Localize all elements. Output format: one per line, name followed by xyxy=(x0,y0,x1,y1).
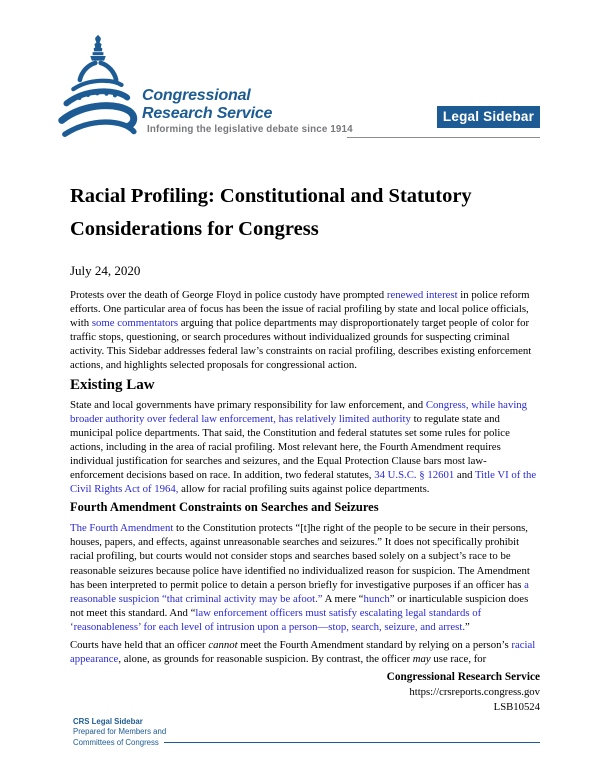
footer-org-name: Congressional Research Service xyxy=(386,671,540,684)
text-run: meet the Fourth Amendment standard by relying on a person’s xyxy=(237,638,512,651)
text-run: State and local governments have primary responsibility for law enforcement, and xyxy=(70,398,426,411)
text-run: ” xyxy=(465,620,470,633)
legal-sidebar-badge: Legal Sidebar xyxy=(437,106,540,128)
footer-prepared-line: Prepared for Members and xyxy=(73,726,167,736)
text-run: and xyxy=(454,469,475,482)
page-footer-right xyxy=(70,670,540,714)
capitol-dome-icon xyxy=(58,34,138,142)
paragraph xyxy=(70,398,540,497)
section-heading: Existing Law xyxy=(70,376,155,393)
subsection-heading: Fourth Amendment Constraints on Searches and Seizures xyxy=(70,500,379,515)
inline-link[interactable]: renewed interest xyxy=(386,289,458,301)
crs-footer xyxy=(73,717,540,748)
text-run: allow for racial profiling suits against police departments. xyxy=(178,483,430,496)
document-title-line1: Racial Profiling: Constitutional and Statutory xyxy=(70,185,472,207)
document-date: July 24, 2020 xyxy=(70,263,141,278)
inline-link[interactable]: The Fourth Amendment xyxy=(70,522,174,535)
footer-rule xyxy=(164,742,540,743)
logo-org-line1: Congressional xyxy=(142,87,251,104)
paragraph xyxy=(70,288,540,373)
text-run: ” or inarticulable suspicion does not meet this standard. And “ xyxy=(70,592,529,619)
text-run: to regulate state and municipal police departments. That said, the Constitution and federal statutes set some rules for police actions, including in the area of racial profiling. Most relevant here, the Fourth Amendment requires individual justification for searches and seizures, and the Equal Protection Clause bars most law-enforcement decisions based on race. In addition, two federal statutes, xyxy=(70,412,510,482)
paragraph xyxy=(70,638,540,666)
emphasis-text: may xyxy=(412,653,431,666)
crs-logo-wordmark xyxy=(142,87,272,122)
inline-link[interactable]: a reasonable suspicion “that criminal activity may be afoot.” xyxy=(70,578,529,605)
text-run: in police reform efforts. One particular area of focus has been the issue of racial profiling by state and local police officials, with xyxy=(70,289,530,330)
document-body xyxy=(70,288,540,666)
document-title xyxy=(70,180,540,246)
footer-product-type: CRS Legal Sidebar xyxy=(73,717,143,726)
logo-tagline: Informing the legislative debate since 1914 xyxy=(147,124,353,135)
header-rule xyxy=(347,137,540,138)
inline-link[interactable]: law enforcement officers must satisfy escalating legal standards of ‘reasonableness’ for each level of intrusion upon a person—stop, search, seizure, and arrest. xyxy=(70,606,482,633)
inline-link[interactable]: some commentators xyxy=(91,317,179,330)
text-run: to the Constitution protects “[t]he right of the people to be secure in their persons, houses, papers, and effects, against unreasonable searches and seizures.” It does not specifically prohibit racial profiling, but courts would not consider stops and searches based solely on a subject’s race to be reasonable seizures because police have identified no individualized reason for suspicion. The Amendment has been interpreted to permit police to detain a person briefly for investigative purposes if an officer has xyxy=(70,522,530,591)
text-run: A mere “ xyxy=(322,592,364,605)
inline-link[interactable]: racial appearance xyxy=(70,638,536,666)
document-title-line2: Considerations for Congress xyxy=(70,218,319,240)
inline-link[interactable]: 34 U.S.C. § 12601 xyxy=(374,469,455,482)
paragraph xyxy=(70,521,540,634)
footer-committees-line: Committees of Congress xyxy=(73,738,159,748)
text-run: Courts have held that an officer xyxy=(70,638,209,651)
logo-org-line2: Research Service xyxy=(142,104,273,122)
inline-link[interactable]: hunch xyxy=(363,592,390,605)
document-content xyxy=(70,180,540,714)
text-run: Protests over the death of George Floyd in police custody have prompted xyxy=(70,289,387,301)
emphasis-text: cannot xyxy=(208,638,238,651)
footer-url: https://crsreports.congress.gov xyxy=(409,686,540,699)
footer-committees-row xyxy=(73,738,540,748)
inline-link[interactable]: Congress, while having broader authority over federal law enforcement, has relatively limited authority xyxy=(70,398,528,425)
text-run: arguing that police departments may disproportionately target people of color for traffic stops, questioning, or search procedures without individualized grounds for suspecting criminal activity. This Sidebar addresses federal law’s constraints on racial profiling, describes existing enforcement actions, and highlights selected proposals for congressional action. xyxy=(70,317,532,372)
document-header xyxy=(0,0,600,150)
text-run: use race, for xyxy=(430,653,487,666)
footer-doc-id: LSB10524 xyxy=(493,700,540,713)
inline-link[interactable]: Title VI of the Civil Rights Act of 1964, xyxy=(70,469,537,496)
text-run: , alone, as grounds for reasonable suspicion. By contrast, the officer xyxy=(118,653,413,666)
